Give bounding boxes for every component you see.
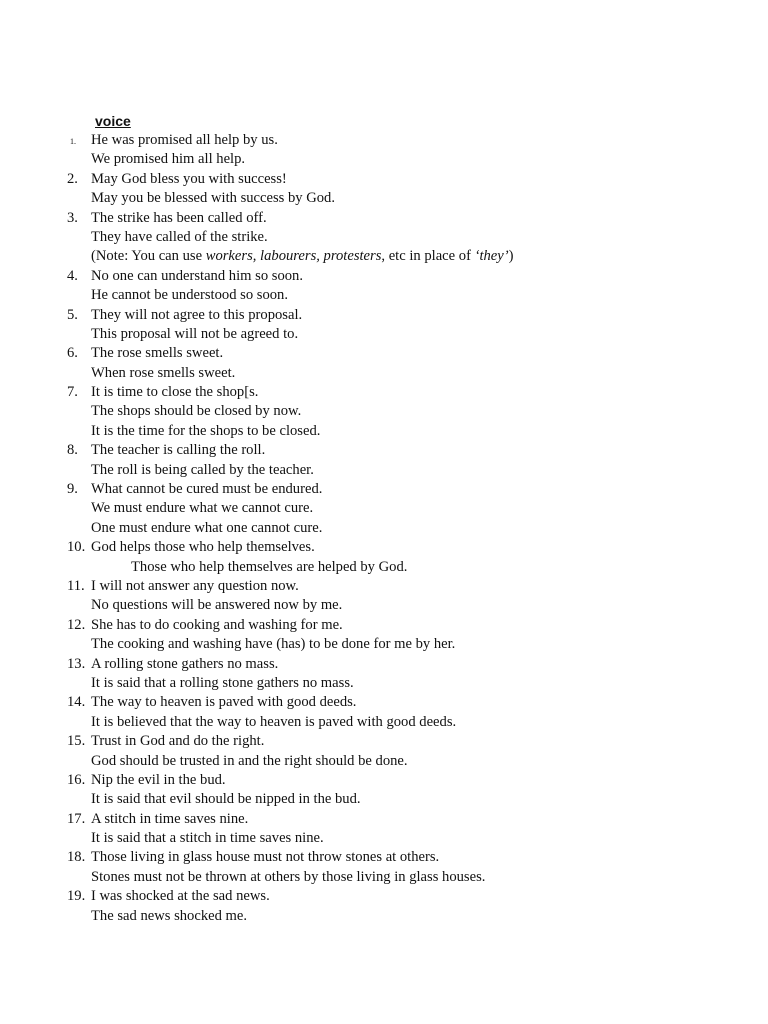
list-item bbox=[0, 306, 768, 345]
list-item bbox=[0, 538, 768, 577]
note-italic2: ‘they’ bbox=[474, 248, 509, 265]
converted-sentence: It is said that a rolling stone gathers no mass. bbox=[91, 674, 354, 691]
note-suffix: ) bbox=[508, 248, 514, 265]
converted-sentence: The sad news shocked me. bbox=[91, 907, 248, 924]
converted-sentence: When rose smells sweet. bbox=[91, 364, 236, 381]
sentence-list bbox=[0, 131, 768, 926]
list-item bbox=[0, 732, 768, 771]
converted-sentence: We must endure what we cannot cure. bbox=[91, 500, 314, 517]
active-sentence: The rose smells sweet. bbox=[91, 345, 224, 362]
converted-sentence: The roll is being called by the teacher. bbox=[91, 461, 314, 478]
item-number: 14. bbox=[67, 694, 86, 711]
item-number: 8. bbox=[67, 442, 78, 459]
list-item bbox=[0, 810, 768, 849]
list-item bbox=[0, 267, 768, 306]
active-sentence: The strike has been called off. bbox=[91, 209, 267, 226]
list-item bbox=[0, 480, 768, 538]
active-sentence: The teacher is calling the roll. bbox=[91, 442, 266, 459]
converted-sentence: They have called of the strike. bbox=[91, 228, 268, 245]
item-number: 5. bbox=[67, 306, 78, 323]
item-number: 2. bbox=[67, 170, 78, 187]
converted-sentence: The shops should be closed by now. bbox=[91, 403, 302, 420]
converted-sentence: It is said that a stitch in time saves nine. bbox=[91, 830, 324, 847]
converted-sentence: Stones must not be thrown at others by those living in glass houses. bbox=[91, 868, 486, 885]
list-item bbox=[0, 693, 768, 732]
note-prefix: (Note: You can use bbox=[91, 248, 206, 265]
active-sentence: He was promised all help by us. bbox=[91, 132, 278, 148]
item-number: 16. bbox=[67, 771, 86, 788]
item-number: 15. bbox=[67, 733, 86, 750]
active-sentence: A stitch in time saves nine. bbox=[91, 810, 249, 827]
item-number: 18. bbox=[67, 849, 86, 866]
page-heading: voice bbox=[95, 113, 131, 129]
converted-sentence: Those who help themselves are helped by God. bbox=[131, 558, 408, 575]
active-sentence: God helps those who help themselves. bbox=[91, 539, 315, 556]
active-sentence: What cannot be cured must be endured. bbox=[91, 481, 323, 498]
item-number: 9. bbox=[67, 481, 78, 498]
list-item bbox=[0, 577, 768, 616]
item-number: 6. bbox=[67, 345, 78, 362]
active-sentence: May God bless you with success! bbox=[91, 170, 287, 187]
active-sentence: No one can understand him so soon. bbox=[91, 267, 303, 284]
item-number: 4. bbox=[67, 267, 78, 284]
list-item bbox=[0, 344, 768, 383]
note-italic1: workers, labourers, protesters bbox=[205, 248, 382, 265]
converted-sentence: This proposal will not be agreed to. bbox=[91, 325, 299, 342]
list-item bbox=[0, 887, 768, 926]
item-number: 17. bbox=[67, 810, 86, 827]
converted-sentence: The cooking and washing have (has) to be done for me by her. bbox=[91, 636, 456, 653]
active-sentence: She has to do cooking and washing for me. bbox=[91, 616, 343, 633]
note-middle: , etc in place of bbox=[381, 248, 475, 265]
converted-sentence: God should be trusted in and the right should be done. bbox=[91, 752, 408, 769]
active-sentence: A rolling stone gathers no mass. bbox=[91, 655, 279, 672]
item-number: 19. bbox=[67, 888, 86, 905]
item-number: 7. bbox=[67, 384, 78, 401]
list-item bbox=[0, 383, 768, 441]
item-number: 12. bbox=[67, 616, 86, 633]
note-line bbox=[0, 247, 768, 266]
item-number: 1. bbox=[70, 137, 76, 146]
item-number: 10. bbox=[67, 539, 86, 556]
item-number: 3. bbox=[67, 209, 78, 226]
converted-sentence: No questions will be answered now by me. bbox=[91, 597, 343, 614]
converted-sentence: May you be blessed with success by God. bbox=[91, 190, 336, 207]
active-sentence: It is time to close the shop[s. bbox=[91, 384, 259, 401]
active-sentence: The way to heaven is paved with good deeds. bbox=[91, 694, 357, 711]
list-item bbox=[0, 170, 768, 209]
list-item bbox=[0, 771, 768, 810]
active-sentence: Trust in God and do the right. bbox=[91, 733, 265, 750]
converted-sentence: It is believed that the way to heaven is paved with good deeds. bbox=[91, 713, 457, 730]
active-sentence: I will not answer any question now. bbox=[91, 577, 299, 594]
converted-sentence: It is the time for the shops to be closed. bbox=[91, 422, 321, 439]
list-item bbox=[0, 616, 768, 655]
active-sentence: Those living in glass house must not throw stones at others. bbox=[91, 849, 440, 866]
list-item bbox=[0, 209, 768, 267]
converted-sentence: He cannot be understood so soon. bbox=[91, 287, 288, 304]
converted-sentence: We promised him all help. bbox=[91, 151, 246, 168]
converted-sentence: It is said that evil should be nipped in the bud. bbox=[91, 791, 361, 808]
list-item bbox=[0, 655, 768, 694]
active-sentence: They will not agree to this proposal. bbox=[91, 306, 303, 323]
list-item bbox=[0, 131, 768, 170]
active-sentence: I was shocked at the sad news. bbox=[91, 888, 270, 905]
list-item bbox=[0, 848, 768, 887]
active-sentence: Nip the evil in the bud. bbox=[91, 771, 226, 788]
list-item bbox=[0, 441, 768, 480]
item-number: 11. bbox=[67, 577, 85, 594]
converted-sentence: One must endure what one cannot cure. bbox=[91, 519, 323, 536]
item-number: 13. bbox=[67, 655, 86, 672]
